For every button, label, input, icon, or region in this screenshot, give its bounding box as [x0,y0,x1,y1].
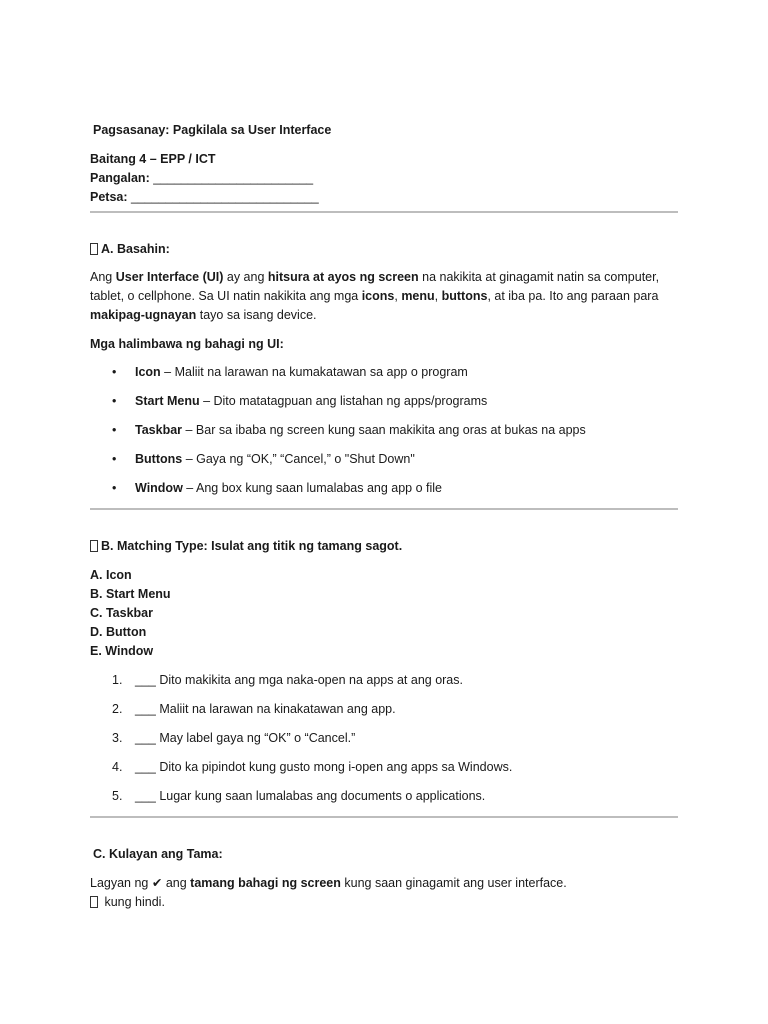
divider [90,816,678,818]
example-term: Buttons [135,452,183,466]
instruction-text: ang [162,876,191,890]
bullet-icon: • [112,423,117,437]
example-desc: – Bar sa ibaba ng screen kung saan makikita ang oras at bukas na apps [182,423,586,437]
worksheet-title: Pagsasanay: Pagkilala sa User Interface [93,123,332,137]
para-text: Ang [90,270,116,284]
name-label: Pangalan: [90,171,150,185]
name-line [90,169,680,188]
examples-list [90,363,680,498]
date-label: Petsa: [90,190,128,204]
choice-item: D. Button [90,625,147,639]
example-desc: – Maliit na larawan na kumakatawan sa app o program [160,365,468,379]
bullet-icon: • [112,481,117,495]
instruction-line [90,874,680,893]
instruction-bold: tamang bahagi ng screen [190,876,341,890]
instruction-text: Lagyan ng [90,876,152,890]
para-bold: buttons [441,289,488,303]
bullet-icon: • [112,452,117,466]
missing-glyph-icon [90,896,98,908]
item-text: ___ Lugar kung saan lumalabas ang documents o applications. [135,789,486,803]
list-item [90,758,680,777]
item-text: ___ Maliit na larawan na kinakatawan ang app. [135,702,396,716]
para-bold: makipag-ugnayan [90,308,197,322]
divider [90,508,678,510]
section-b-heading [90,537,680,556]
section-c-instructions [90,874,680,912]
para-text: , [434,289,442,303]
list-item [90,729,680,748]
section-c-heading: C. Kulayan ang Tama: [93,847,223,861]
student-info [90,150,680,207]
grade-level: Baitang 4 – EPP / ICT [90,152,216,166]
item-text: ___ Dito makikita ang mga naka-open na apps at ang oras. [135,673,463,687]
para-bold: icons [361,289,395,303]
bullet-icon: • [112,365,117,379]
example-desc: – Ang box kung saan lumalabas ang app o file [182,481,443,495]
list-item [90,787,680,806]
instruction-text: kung saan ginagamit ang user interface. [340,876,567,890]
date-blank: ___________________________ [131,190,319,204]
section-a-heading [90,240,680,259]
item-text: ___ May label gaya ng “OK” o “Cancel.” [135,731,356,745]
list-item [90,392,680,411]
checkmark-icon: ✔ [151,876,163,890]
item-number: 2. [112,702,123,716]
missing-glyph-icon [90,540,98,552]
matching-choices [90,566,680,661]
item-number: 4. [112,760,123,774]
name-blank: _______________________ [153,171,314,185]
section-b-heading-text: B. Matching Type: Isulat ang titik ng tamang sagot. [101,539,403,553]
worksheet [90,121,680,912]
para-text: na nakikita at ginagamit natin sa computer, tablet, o cellphone. Sa UI natin nakikita ang mga [90,270,660,303]
examples-heading: Mga halimbawa ng bahagi ng UI: [90,337,284,351]
item-text: ___ Dito ka pipindot kung gusto mong i-open ang apps sa Windows. [135,760,513,774]
para-text: tayo sa isang device. [196,308,317,322]
list-item [90,421,680,440]
list-item [90,479,680,498]
para-text: , at iba pa. Ito ang paraan para [487,289,659,303]
list-item [90,700,680,719]
choice-item: A. Icon [90,568,132,582]
choice-item: C. Taskbar [90,606,153,620]
date-line [90,188,680,207]
item-number: 5. [112,789,123,803]
instruction-text: kung hindi. [101,895,165,909]
ui-definition-paragraph [90,268,665,325]
list-item [90,671,680,690]
example-term: Start Menu [135,394,200,408]
list-item [90,363,680,382]
para-text: , [394,289,402,303]
choice-item: E. Window [90,644,154,658]
missing-glyph-icon [90,243,98,255]
divider [90,211,678,213]
para-bold: menu [401,289,435,303]
choice-item: B. Start Menu [90,587,171,601]
example-term: Window [135,481,183,495]
example-term: Taskbar [135,423,183,437]
example-desc: – Gaya ng “OK,” “Cancel,” o "Shut Down" [182,452,415,466]
example-term: Icon [135,365,161,379]
para-bold: hitsura at ayos ng screen [267,270,419,284]
instruction-line [90,893,680,912]
para-text: ay ang [223,270,268,284]
matching-items [90,671,680,806]
section-a-heading-text: A. Basahin: [101,242,170,256]
example-desc: – Dito matatagpuan ang listahan ng apps/programs [199,394,488,408]
item-number: 1. [112,673,123,687]
para-bold: User Interface (UI) [115,270,224,284]
item-number: 3. [112,731,123,745]
list-item [90,450,680,469]
bullet-icon: • [112,394,117,408]
